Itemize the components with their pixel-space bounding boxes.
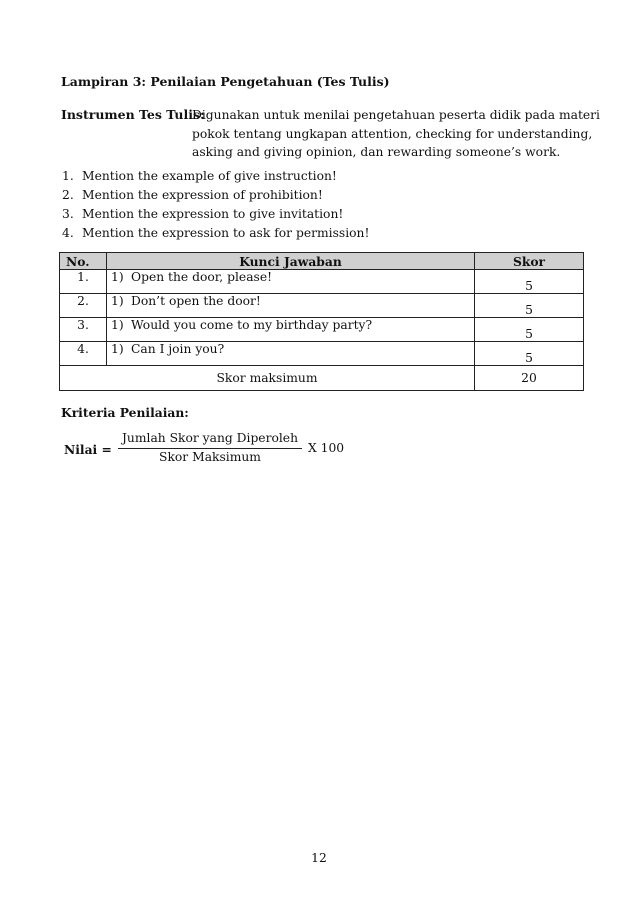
answer-cell [107,318,475,342]
question-text: Mention the example of give instruction! [82,169,337,183]
score-cell: 5 [475,294,584,318]
instrument-label: Instrumen Tes Tulis: [61,107,205,122]
score-cell: 5 [475,342,584,366]
table-row [60,294,584,318]
answer-number: 1) [111,318,124,332]
instrument-line: Digunakan untuk menilai pengetahuan peserta didik pada materi [192,108,600,122]
formula-multiplier: X 100 [308,441,345,455]
answer-cell [107,270,475,294]
question-text: Mention the expression to ask for permission! [82,226,370,240]
page-number: 12 [311,851,327,865]
question-number: 1. [62,169,74,183]
table-row [60,318,584,342]
answer-key-table [59,252,584,391]
header-answer-key: Kunci Jawaban [107,253,475,270]
header-no: No. [60,253,107,270]
fraction-bar [118,448,302,449]
answer-text: Can I join you? [131,342,225,356]
instrument-description [192,106,600,162]
answer-text: Don’t open the door! [131,294,261,308]
question-number: 3. [62,207,74,221]
answer-number: 1) [111,270,124,284]
table-row [60,342,584,366]
total-value: 20 [475,366,584,391]
instrument-line: pokok tentang ungkapan attention, checking for understanding, [192,126,593,141]
answer-text: Would you come to my birthday party? [131,318,373,332]
answer-cell [107,294,475,318]
answer-number: 1) [111,294,124,308]
instrument-line: asking and giving opinion, dan rewarding someone’s work. [192,145,561,159]
formula-label: Nilai = [64,442,112,457]
question-text: Mention the expression of prohibition! [82,188,323,202]
question-number: 2. [62,188,74,202]
score-cell: 5 [475,318,584,342]
criteria-heading: Kriteria Penilaian: [61,405,189,420]
answer-text: Open the door, please! [131,270,273,284]
row-number: 3. [60,318,107,342]
answer-cell [107,342,475,366]
score-cell: 5 [475,270,584,294]
question-item [62,205,369,224]
question-number: 4. [62,226,74,240]
appendix-heading: Lampiran 3: Penilaian Pengetahuan (Tes Tulis) [61,74,390,89]
question-item [62,224,369,243]
row-number: 4. [60,342,107,366]
row-number: 2. [60,294,107,318]
total-label: Skor maksimum [60,366,475,391]
table-row [60,270,584,294]
answer-number: 1) [111,342,124,356]
formula-numerator: Jumlah Skor yang Diperoleh [122,431,298,445]
question-item [62,186,369,205]
question-list [62,167,369,243]
formula-denominator: Skor Maksimum [159,450,261,464]
table-header-row [60,253,584,270]
question-text: Mention the expression to give invitation! [82,207,344,221]
question-item [62,167,369,186]
header-score: Skor [475,253,584,270]
total-row [60,366,584,391]
row-number: 1. [60,270,107,294]
